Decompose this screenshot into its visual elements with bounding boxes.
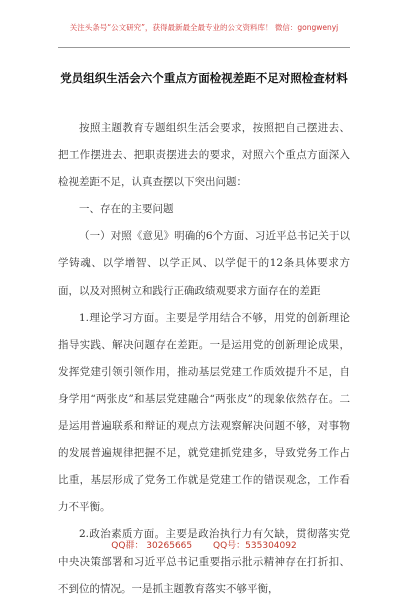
document-title: 党员组织生活会六个重点方面检视差距不足对照检查材料 [60, 71, 348, 85]
paragraph-subsection: （一）对照《意见》明确的6个方面、习近平总书记关于以学铸魂、以学增智、以学正风、以学促干的12条具体要求方面，以及对照树立和践行正确政绩观要求方面存在的差距 [58, 230, 350, 297]
footer [0, 538, 408, 551]
paragraph-political-quality: 2.政治素质方面。主要是政治执行力有欠缺，贯彻落实党中央决策部署和习近平总书记重要指示批示精神存在打折扣、不到位的情况。一是抓主题教育落实不够平衡， [58, 528, 350, 595]
document-body [58, 115, 350, 603]
footer-qq-group: QQ群： 30265665 [111, 541, 193, 551]
footer-qq-number: QQ号：535304092 [213, 541, 297, 551]
paragraph-theory-study: 1.理论学习方面。主要是学用结合不够，用党的创新理论指导实践、解决问题存在差距。一是运用党的创新理论成果，发挥党建引领引领作用，推动基层党建工作质效提升不足，自身学用“两张皮”和基层党建融合“两张皮”的现象依然存在。二是运用普遍联系和辩证的观点方法观察解决问题不够，对事物的发展普遍规律把握不足，就党建抓党建多，导致党务工作占比重，基层形成了党务工作就是党建工作的错误观念，工作看力不平衡。 [58, 311, 350, 514]
paragraph-intro: 按照主题教育专题组织生活会要求，按照把自己摆进去、把工作摆进去、把职责摆进去的要求，对照六个重点方面深入检视差距不足，认真查摆以下突出问题： [58, 122, 350, 189]
header-note: 关注头条号“公文研究”，获得最新最全最专业的公文资料库！ 微信：gongwenyj [69, 23, 339, 32]
section-heading: 一、存在的主要问题 [79, 203, 174, 216]
header-divider [58, 47, 350, 48]
